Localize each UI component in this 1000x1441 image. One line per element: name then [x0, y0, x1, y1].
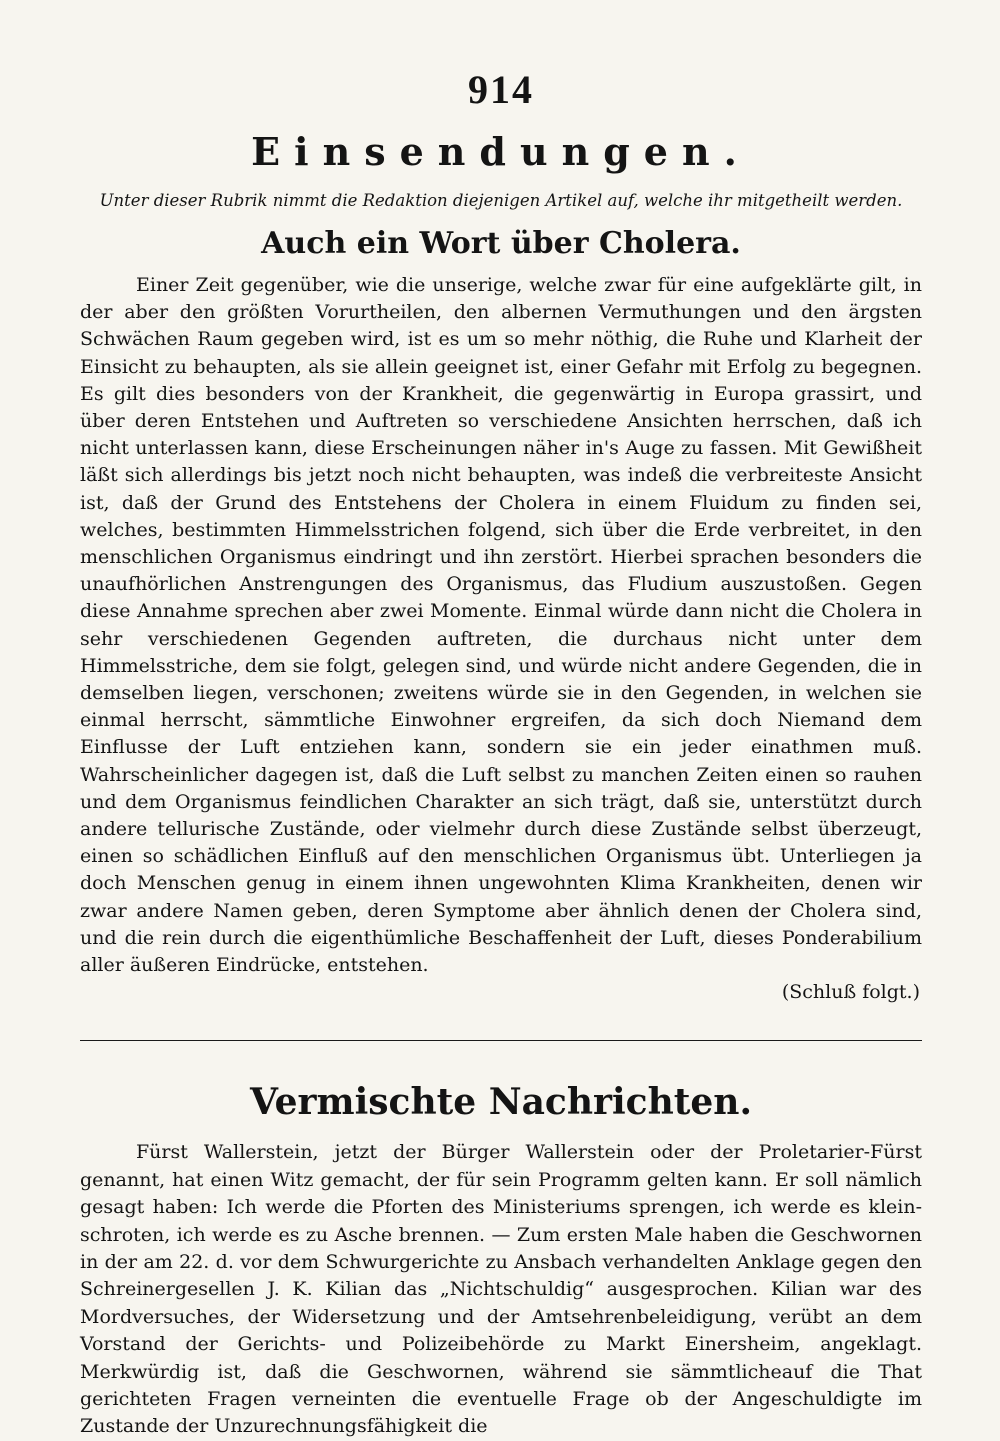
rubric-note: Unter dieser Rubrik nimmt die Redaktion diejenigen Artikel auf, welche ihr mitgetheilt werden.	[99, 191, 903, 210]
news-body: Fürst Wallerstein, jetzt der Bürger Wallerstein oder der Proletarier-Fürst genannt, hat einen Witz gemacht, der für sein Programm gelten kann. Er soll nämlich gesagt haben: Ich werde die Pforten des Ministeriums sprengen, ich werde es klein-schroten, ich werde es zu Asche brennen. — Zum ersten Male haben die Geschwornen in der am 22. d. vor dem Schwurgerichte zu Ansbach verhandelten Anklage gegen den Schreinergesellen J. K. Kilian das „Nichtschuldig“ ausgesprochen. Kilian war des Mordversuches, der Widersetzung und der Amtsehrenbeleidigung, verübt an dem Vorstand der Gerichts- und Polizeibehörde zu Markt Einersheim, angeklagt. Merkwürdig ist, daß die Geschwornen, während sie sämmtlicheauf die That gerichteten Fragen verneinten die eventuelle Frage ob der Angeschuldigte im Zustande der Unzurechnungsfähigkeit die	[80, 1141, 922, 1438]
news-section-title: Vermischte Nachrichten.	[250, 1081, 752, 1124]
section-title: Einsendungen.	[251, 129, 751, 174]
page-number: 914	[468, 67, 534, 112]
article-title: Auch ein Wort über Cholera.	[261, 226, 741, 261]
section-divider	[80, 1040, 922, 1041]
article-body: Einer Zeit gegenüber, wie die unserige, welche zwar für eine aufgeklärte gilt, in der aber den größten Vorurtheilen, den albernen Vermuthungen und den ärgsten Schwächen Raum gegeben wird, ist es um so mehr nöthig, die Ruhe und Klarheit der Einsicht zu behaupten, als sie allein geeignet ist, einer Gefahr mit Erfolg zu begegnen. Es gilt dies besonders von der Krankheit, die gegenwärtig in Europa grassirt, und über deren Entstehen und Auftreten so verschiedene Ansichten herrschen, daß ich nicht unterlassen kann, diese Erscheinungen näher in's Auge zu fassen. Mit Gewißheit läßt sich allerdings bis jetzt noch nicht behaupten, was indeß die verbreiteste Ansicht ist, daß der Grund des Entstehens der Cholera in einem Fluidum zu finden sei, welches, bestimmten Himmelsstrichen folgend, sich über die Erde verbreitet, in den menschlichen Organismus eindringt und ihn zerstört. Hierbei sprachen besonders die unaufhörlichen Anstrengungen des Organismus, das Fludium auszustoßen. Gegen diese Annahme sprechen aber zwei Momente. Einmal würde dann nicht die Cholera in sehr verschiedenen Gegenden auftreten, die durchaus nicht unter dem Himmelsstriche, dem sie folgt, gelegen sind, und würde nicht andere Gegenden, die in demselben liegen, verschonen; zweitens würde sie in den Gegenden, in welchen sie einmal herrscht, sämmtliche Einwohner ergreifen, da sich doch Niemand dem Einflusse der Luft entziehen kann, sondern sie ein jeder einathmen muß. Wahrscheinlicher dagegen ist, daß die Luft selbst zu manchen Zeiten einen so rauhen und dem Organismus feindlichen Charakter an sich trägt, daß sie, unterstützt durch andere tellurische Zustände, oder vielmehr durch diese Zustände selbst überzeugt, einen so schädlichen Einfluß auf den menschlichen Organismus übt. Unterliegen ja doch Menschen genug in einem ihnen ungewohnten Klima Krankheiten, denen wir zwar andere Namen geben, deren Symptome aber ähnlich denen der Cholera sind, und die rein durch die eigenthümliche Beschaffenheit der Luft, dieses Ponderabilium aller äußeren Eindrücke, entstehen.	[80, 274, 922, 977]
continuation-note: (Schluß folgt.)	[781, 981, 920, 1004]
